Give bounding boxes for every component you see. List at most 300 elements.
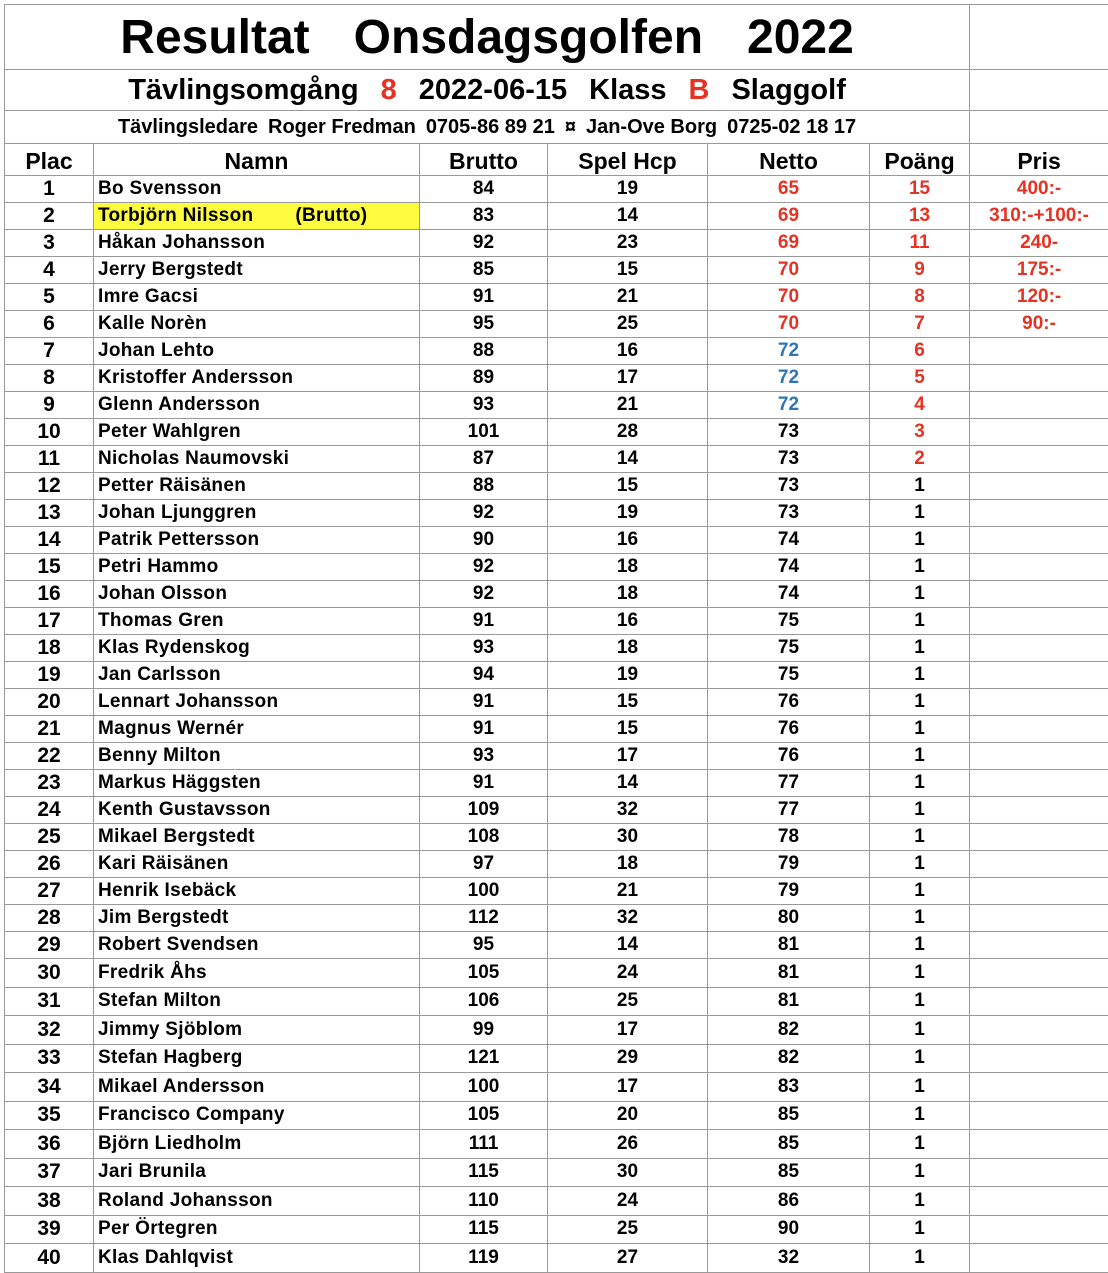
cell-spel-hcp: 17 (548, 1016, 708, 1045)
cell-pris (970, 365, 1108, 392)
cell-poang: 1 (870, 1215, 970, 1244)
page-title (5, 5, 970, 70)
cell-spel-hcp: 14 (548, 203, 708, 230)
cell-netto: 74 (708, 581, 870, 608)
cell-plac: 37 (5, 1158, 94, 1187)
table-row (5, 554, 1108, 581)
cell-namn (94, 284, 420, 311)
player-name: Bo Svensson (98, 178, 222, 199)
cell-namn (94, 770, 420, 797)
round-date: 2022-06-15 (419, 74, 567, 106)
cell-poang: 1 (870, 770, 970, 797)
cell-netto: 70 (708, 311, 870, 338)
cell-netto: 75 (708, 608, 870, 635)
cell-poang: 8 (870, 284, 970, 311)
table-row (5, 851, 1108, 878)
cell-namn (94, 1130, 420, 1159)
title-row (5, 5, 1108, 70)
cell-spel-hcp: 21 (548, 878, 708, 905)
cell-poang: 1 (870, 635, 970, 662)
cell-spel-hcp: 14 (548, 770, 708, 797)
cell-brutto: 99 (420, 1016, 548, 1045)
cell-poang: 1 (870, 500, 970, 527)
game-format: Slaggolf (731, 74, 845, 106)
table-row (5, 716, 1108, 743)
cell-brutto: 91 (420, 770, 548, 797)
cell-namn (94, 311, 420, 338)
cell-brutto: 88 (420, 338, 548, 365)
cell-brutto: 84 (420, 176, 548, 203)
cell-spel-hcp: 23 (548, 230, 708, 257)
cell-pris (970, 689, 1108, 716)
cell-pris (970, 527, 1108, 554)
cell-brutto: 119 (420, 1244, 548, 1273)
cell-brutto: 93 (420, 635, 548, 662)
cell-poang: 1 (870, 1073, 970, 1102)
empty-cell (970, 5, 1108, 70)
cell-plac: 12 (5, 473, 94, 500)
cell-namn (94, 1244, 420, 1273)
player-name: Robert Svendsen (98, 934, 259, 955)
table-row (5, 770, 1108, 797)
cell-plac: 36 (5, 1130, 94, 1159)
cell-netto: 74 (708, 554, 870, 581)
cell-namn (94, 257, 420, 284)
player-name: Kalle Norèn (98, 313, 207, 334)
player-name: Magnus Wernér (98, 718, 244, 739)
cell-brutto: 121 (420, 1044, 548, 1073)
cell-plac: 21 (5, 716, 94, 743)
cell-spel-hcp: 32 (548, 905, 708, 932)
table-row (5, 662, 1108, 689)
cell-namn (94, 554, 420, 581)
cell-plac: 4 (5, 257, 94, 284)
cell-spel-hcp: 17 (548, 1073, 708, 1102)
player-name: Klas Dahlqvist (98, 1247, 233, 1268)
table-row (5, 230, 1108, 257)
cell-spel-hcp: 17 (548, 365, 708, 392)
cell-netto: 79 (708, 878, 870, 905)
cell-pris (970, 446, 1108, 473)
header-brutto: Brutto (420, 144, 548, 176)
cell-namn (94, 1158, 420, 1187)
cell-plac: 27 (5, 878, 94, 905)
cell-plac: 9 (5, 392, 94, 419)
cell-plac: 24 (5, 797, 94, 824)
player-name: Thomas Gren (98, 610, 224, 631)
table-row (5, 878, 1108, 905)
cell-pris (970, 770, 1108, 797)
cell-poang: 7 (870, 311, 970, 338)
table-row (5, 581, 1108, 608)
cell-spel-hcp: 15 (548, 716, 708, 743)
cell-pris: 310:-+100:- (970, 203, 1108, 230)
cell-poang: 1 (870, 662, 970, 689)
cell-plac: 31 (5, 987, 94, 1016)
cell-pris (970, 1101, 1108, 1130)
cell-spel-hcp: 15 (548, 689, 708, 716)
player-name: Markus Häggsten (98, 772, 261, 793)
cell-plac: 19 (5, 662, 94, 689)
cell-poang: 15 (870, 176, 970, 203)
cell-poang: 1 (870, 1016, 970, 1045)
cell-spel-hcp: 16 (548, 338, 708, 365)
cell-namn (94, 446, 420, 473)
cell-plac: 33 (5, 1044, 94, 1073)
cell-namn (94, 635, 420, 662)
cell-plac: 14 (5, 527, 94, 554)
player-name: Johan Olsson (98, 583, 227, 604)
cell-namn (94, 230, 420, 257)
cell-namn (94, 959, 420, 988)
cell-brutto: 91 (420, 608, 548, 635)
cell-poang: 6 (870, 338, 970, 365)
cell-plac: 40 (5, 1244, 94, 1273)
cell-plac: 39 (5, 1215, 94, 1244)
cell-netto: 76 (708, 743, 870, 770)
cell-pris (970, 1130, 1108, 1159)
leaders-label: Tävlingsledare (118, 116, 258, 138)
cell-spel-hcp: 19 (548, 176, 708, 203)
cell-brutto: 111 (420, 1130, 548, 1159)
cell-netto: 81 (708, 959, 870, 988)
cell-pris (970, 338, 1108, 365)
cell-poang: 1 (870, 608, 970, 635)
cell-netto: 72 (708, 392, 870, 419)
cell-plac: 16 (5, 581, 94, 608)
player-name: Benny Milton (98, 745, 221, 766)
player-note: (Brutto) (295, 205, 367, 227)
cell-spel-hcp: 25 (548, 311, 708, 338)
table-row (5, 473, 1108, 500)
cell-brutto: 93 (420, 743, 548, 770)
leader-1-name: Roger Fredman (268, 116, 416, 138)
cell-poang: 5 (870, 365, 970, 392)
cell-netto: 72 (708, 338, 870, 365)
cell-brutto: 112 (420, 905, 548, 932)
cell-brutto: 110 (420, 1187, 548, 1216)
cell-namn (94, 1044, 420, 1073)
cell-netto: 70 (708, 284, 870, 311)
cell-namn (94, 500, 420, 527)
cell-plac: 35 (5, 1101, 94, 1130)
leader-2-name: Jan-Ove Borg (586, 116, 717, 138)
cell-pris (970, 1073, 1108, 1102)
cell-brutto: 109 (420, 797, 548, 824)
table-row (5, 1215, 1108, 1244)
player-name: Jari Brunila (98, 1161, 206, 1182)
cell-spel-hcp: 18 (548, 851, 708, 878)
cell-poang: 1 (870, 1158, 970, 1187)
cell-plac: 11 (5, 446, 94, 473)
cell-brutto: 88 (420, 473, 548, 500)
cell-pris (970, 1044, 1108, 1073)
cell-spel-hcp: 16 (548, 608, 708, 635)
title-word-1: Resultat (120, 11, 309, 64)
player-name: Roland Johansson (98, 1190, 273, 1211)
table-row (5, 824, 1108, 851)
player-name: Jerry Bergstedt (98, 259, 243, 280)
subtitle (5, 70, 970, 111)
cell-brutto: 91 (420, 284, 548, 311)
cell-brutto: 115 (420, 1215, 548, 1244)
cell-pris (970, 554, 1108, 581)
player-name: Kari Räisänen (98, 853, 229, 874)
table-row (5, 392, 1108, 419)
cell-namn (94, 365, 420, 392)
cell-brutto: 92 (420, 554, 548, 581)
cell-netto: 78 (708, 824, 870, 851)
cell-spel-hcp: 30 (548, 1158, 708, 1187)
player-name: Stefan Milton (98, 990, 221, 1011)
cell-plac: 26 (5, 851, 94, 878)
subtitle-row (5, 70, 1108, 111)
table-row (5, 500, 1108, 527)
cell-spel-hcp: 14 (548, 446, 708, 473)
player-name: Jan Carlsson (98, 664, 221, 685)
cell-poang: 1 (870, 987, 970, 1016)
cell-brutto: 115 (420, 1158, 548, 1187)
player-name: Mikael Andersson (98, 1076, 265, 1097)
header-pris: Pris (970, 144, 1108, 176)
player-name: Henrik Isebäck (98, 880, 236, 901)
player-name: Håkan Johansson (98, 232, 265, 253)
cell-pris (970, 635, 1108, 662)
cell-plac: 22 (5, 743, 94, 770)
table-row (5, 527, 1108, 554)
player-name: Stefan Hagberg (98, 1047, 243, 1068)
table-row (5, 365, 1108, 392)
cell-plac: 29 (5, 932, 94, 959)
cell-plac: 8 (5, 365, 94, 392)
table-row (5, 905, 1108, 932)
cell-namn (94, 662, 420, 689)
table-row (5, 284, 1108, 311)
cell-pris (970, 1215, 1108, 1244)
cell-plac: 32 (5, 1016, 94, 1045)
cell-netto: 79 (708, 851, 870, 878)
cell-spel-hcp: 21 (548, 392, 708, 419)
cell-poang: 1 (870, 689, 970, 716)
cell-pris (970, 1016, 1108, 1045)
cell-poang: 1 (870, 716, 970, 743)
cell-pris: 120:- (970, 284, 1108, 311)
cell-spel-hcp: 28 (548, 419, 708, 446)
cell-netto: 69 (708, 203, 870, 230)
cell-spel-hcp: 25 (548, 987, 708, 1016)
cell-brutto: 87 (420, 446, 548, 473)
cell-namn (94, 851, 420, 878)
cell-pris: 400:- (970, 176, 1108, 203)
table-row (5, 635, 1108, 662)
table-row (5, 932, 1108, 959)
cell-plac: 6 (5, 311, 94, 338)
cell-namn (94, 824, 420, 851)
cell-pris (970, 1158, 1108, 1187)
cell-netto: 74 (708, 527, 870, 554)
player-name: Petter Räisänen (98, 475, 246, 496)
cell-netto: 76 (708, 689, 870, 716)
cell-pris (970, 392, 1108, 419)
cell-spel-hcp: 18 (548, 635, 708, 662)
cell-brutto: 92 (420, 500, 548, 527)
table-row (5, 1187, 1108, 1216)
cell-poang: 1 (870, 1101, 970, 1130)
cell-pris (970, 824, 1108, 851)
cell-brutto: 90 (420, 527, 548, 554)
cell-poang: 3 (870, 419, 970, 446)
cell-pris (970, 959, 1108, 988)
player-name: Björn Liedholm (98, 1133, 242, 1154)
player-name: Patrik Pettersson (98, 529, 259, 550)
table-row (5, 1244, 1108, 1273)
cell-namn (94, 716, 420, 743)
table-row (5, 338, 1108, 365)
cell-brutto: 106 (420, 987, 548, 1016)
table-row (5, 1016, 1108, 1045)
cell-namn (94, 987, 420, 1016)
cell-poang: 1 (870, 1244, 970, 1273)
cell-plac: 30 (5, 959, 94, 988)
table-row (5, 176, 1108, 203)
leader-1-phone: 0705-86 89 21 (426, 116, 555, 138)
table-row (5, 797, 1108, 824)
table-row (5, 1101, 1108, 1130)
table-row (5, 987, 1108, 1016)
cell-poang: 1 (870, 851, 970, 878)
cell-plac: 2 (5, 203, 94, 230)
empty-cell (970, 70, 1108, 111)
cell-pris (970, 797, 1108, 824)
cell-poang: 9 (870, 257, 970, 284)
title-year: 2022 (747, 11, 854, 64)
leaders-row (5, 111, 1108, 144)
cell-netto: 86 (708, 1187, 870, 1216)
cell-netto: 73 (708, 446, 870, 473)
cell-brutto: 85 (420, 257, 548, 284)
cell-netto: 83 (708, 1073, 870, 1102)
cell-pris (970, 1244, 1108, 1273)
header-namn: Namn (94, 144, 420, 176)
cell-plac: 23 (5, 770, 94, 797)
cell-poang: 1 (870, 473, 970, 500)
cell-netto: 77 (708, 770, 870, 797)
cell-pris (970, 473, 1108, 500)
cell-pris (970, 1187, 1108, 1216)
player-name: Lennart Johansson (98, 691, 278, 712)
cell-brutto: 94 (420, 662, 548, 689)
table-row (5, 689, 1108, 716)
table-row (5, 419, 1108, 446)
cell-poang: 4 (870, 392, 970, 419)
cell-netto: 73 (708, 473, 870, 500)
player-name: Mikael Bergstedt (98, 826, 255, 847)
cell-namn (94, 473, 420, 500)
cell-namn (94, 1215, 420, 1244)
cell-brutto: 92 (420, 581, 548, 608)
cell-namn (94, 1187, 420, 1216)
cell-pris (970, 500, 1108, 527)
cell-netto: 76 (708, 716, 870, 743)
cell-namn (94, 392, 420, 419)
table-row (5, 311, 1108, 338)
round-number: 8 (381, 74, 397, 106)
leader-2-phone: 0725-02 18 17 (727, 116, 856, 138)
cell-netto: 75 (708, 635, 870, 662)
cell-spel-hcp: 24 (548, 959, 708, 988)
table-row (5, 1044, 1108, 1073)
cell-poang: 1 (870, 932, 970, 959)
cell-brutto: 100 (420, 1073, 548, 1102)
cell-namn (94, 527, 420, 554)
cell-poang: 1 (870, 797, 970, 824)
cell-poang: 1 (870, 824, 970, 851)
cell-spel-hcp: 14 (548, 932, 708, 959)
cell-netto: 85 (708, 1158, 870, 1187)
player-name: Jim Bergstedt (98, 907, 229, 928)
cell-plac: 34 (5, 1073, 94, 1102)
cell-spel-hcp: 15 (548, 257, 708, 284)
cell-brutto: 97 (420, 851, 548, 878)
player-name: Kenth Gustavsson (98, 799, 271, 820)
cell-netto: 32 (708, 1244, 870, 1273)
cell-poang: 11 (870, 230, 970, 257)
cell-spel-hcp: 18 (548, 554, 708, 581)
class-label: Klass (589, 74, 666, 106)
player-name: Torbjörn Nilsson (98, 205, 253, 226)
table-row (5, 446, 1108, 473)
table-row (5, 257, 1108, 284)
cell-poang: 1 (870, 878, 970, 905)
cell-namn (94, 1016, 420, 1045)
header-spel-hcp: Spel Hcp (548, 144, 708, 176)
player-name: Glenn Andersson (98, 394, 260, 415)
cell-spel-hcp: 27 (548, 1244, 708, 1273)
cell-namn (94, 1073, 420, 1102)
class-value: B (689, 74, 710, 106)
table-row (5, 1158, 1108, 1187)
cell-poang: 1 (870, 527, 970, 554)
cell-brutto: 91 (420, 689, 548, 716)
cell-netto: 82 (708, 1016, 870, 1045)
cell-pris (970, 716, 1108, 743)
cell-spel-hcp: 32 (548, 797, 708, 824)
cell-pris (970, 662, 1108, 689)
player-name: Johan Ljunggren (98, 502, 257, 523)
cell-netto: 80 (708, 905, 870, 932)
cell-namn (94, 419, 420, 446)
player-name: Johan Lehto (98, 340, 214, 361)
cell-pris: 240- (970, 230, 1108, 257)
competition-leaders (5, 111, 970, 144)
cell-plac: 25 (5, 824, 94, 851)
cell-brutto: 100 (420, 878, 548, 905)
cell-brutto: 105 (420, 1101, 548, 1130)
player-name: Fredrik Åhs (98, 962, 207, 983)
cell-netto: 70 (708, 257, 870, 284)
cell-plac: 3 (5, 230, 94, 257)
cell-netto: 75 (708, 662, 870, 689)
cell-poang: 13 (870, 203, 970, 230)
cell-netto: 73 (708, 419, 870, 446)
cell-spel-hcp: 17 (548, 743, 708, 770)
cell-spel-hcp: 24 (548, 1187, 708, 1216)
cell-plac: 7 (5, 338, 94, 365)
cell-brutto: 108 (420, 824, 548, 851)
cell-pris (970, 608, 1108, 635)
player-name: Imre Gacsi (98, 286, 198, 307)
cell-netto: 82 (708, 1044, 870, 1073)
